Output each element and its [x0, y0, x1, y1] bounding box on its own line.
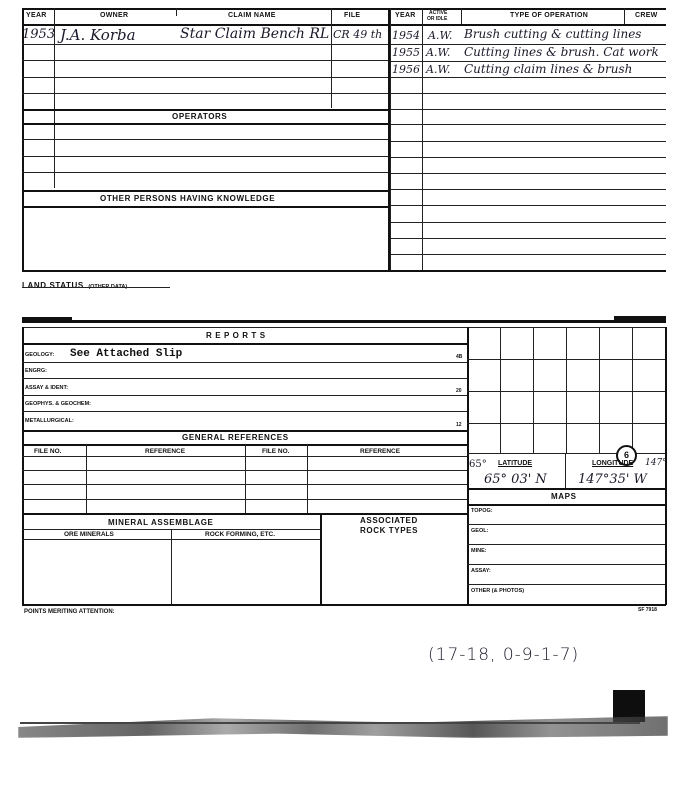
scan-noise-band [18, 716, 668, 738]
op-type-1: Brush cutting & cutting lines [464, 27, 642, 41]
associated-rock-types-1: ASSOCIATED [360, 516, 418, 525]
ops-active-header: ACTIVE [429, 10, 448, 16]
col-year-header: YEAR [26, 12, 47, 19]
op-status-2: A.W. [426, 46, 451, 59]
col-owner-header: OWNER [100, 12, 129, 19]
land-status-title: LAND STATUS [22, 281, 84, 290]
maps-geol-label: GEOL: [471, 528, 489, 534]
reports-title: R E P O R T S [206, 331, 266, 340]
circled-number: 6 [616, 445, 637, 466]
claim-file: CR 49 th [333, 28, 383, 41]
report-assay-num: 20 [456, 388, 462, 394]
longitude-value: 147°35' W [578, 472, 647, 487]
op-year-2: 1955 [392, 46, 420, 59]
operators-title: OPERATORS [172, 112, 228, 121]
maps-topog-label: TOPOG: [471, 508, 493, 514]
report-metallurgical-label: METALLURGICAL: [25, 418, 74, 424]
report-geology-value: See Attached Slip [70, 348, 183, 360]
maps-assay-label: ASSAY: [471, 568, 491, 574]
report-metallurgical-num: 12 [456, 422, 462, 428]
ops-type-header: TYPE OF OPERATION [510, 12, 589, 19]
report-engrg-label: ENGRG: [25, 368, 47, 374]
claim-owner: J.A. Korba [60, 26, 136, 44]
rock-forming-header: ROCK FORMING, ETC. [205, 531, 276, 538]
maps-mine-label: MINE: [471, 548, 487, 554]
latitude-label: LATITUDE [498, 460, 533, 467]
report-geology-label: GEOLOGY: [25, 352, 55, 358]
op-status-1: A.W. [428, 29, 453, 42]
ops-idle-header: OR IDLE [427, 16, 448, 22]
ore-minerals-header: ORE MINERALS [64, 531, 114, 538]
longitude-label: LONGITUDE [592, 460, 634, 467]
col-file-header: FILE [344, 12, 361, 19]
op-year-3: 1956 [392, 63, 420, 76]
points-meriting-attention: POINTS MERITING ATTENTION: [24, 609, 115, 615]
latitude-value: 65° 03' N [484, 472, 547, 487]
maps-title: MAPS [551, 492, 577, 501]
op-status-3: A.W. [426, 63, 451, 76]
op-type-2: Cutting lines & brush. Cat work [464, 45, 659, 59]
lat-prefix: 65° [469, 459, 487, 470]
general-references-title: GENERAL REFERENCES [182, 433, 289, 442]
ref-reference-header-2: REFERENCE [360, 448, 401, 455]
form-number: SF 7918 [638, 607, 657, 613]
op-type-3: Cutting claim lines & brush [464, 62, 633, 76]
ops-crew-header: CREW [635, 12, 658, 19]
report-assay-label: ASSAY & IDENT: [25, 385, 69, 391]
mineral-assemblage-title: MINERAL ASSEMBLAGE [108, 518, 214, 527]
col-claim-name-header: CLAIM NAME [228, 12, 276, 19]
ref-file-no-header-1: FILE NO. [34, 448, 62, 455]
other-persons-title: OTHER PERSONS HAVING KNOWLEDGE [100, 194, 276, 203]
long-suffix: 147° [645, 458, 667, 468]
maps-other-label: OTHER (& PHOTOS) [471, 588, 525, 594]
claim-name: Star Claim Bench RL [180, 26, 330, 42]
land-status-sub: (OTHER DATA) [88, 284, 128, 290]
associated-rock-types-2: ROCK TYPES [360, 526, 419, 535]
report-geophys-label: GEOPHYS. & GEOCHEM: [25, 401, 92, 407]
report-geology-num: 4B [456, 354, 463, 360]
ref-file-no-header-2: FILE NO. [262, 448, 290, 455]
handwritten-annotation: (17-18, 0-9-1-7) [428, 645, 580, 665]
op-year-1: 1954 [392, 29, 420, 42]
ref-reference-header-1: REFERENCE [145, 448, 186, 455]
claim-year: 1953 [22, 27, 56, 42]
ops-year-header: YEAR [395, 12, 416, 19]
